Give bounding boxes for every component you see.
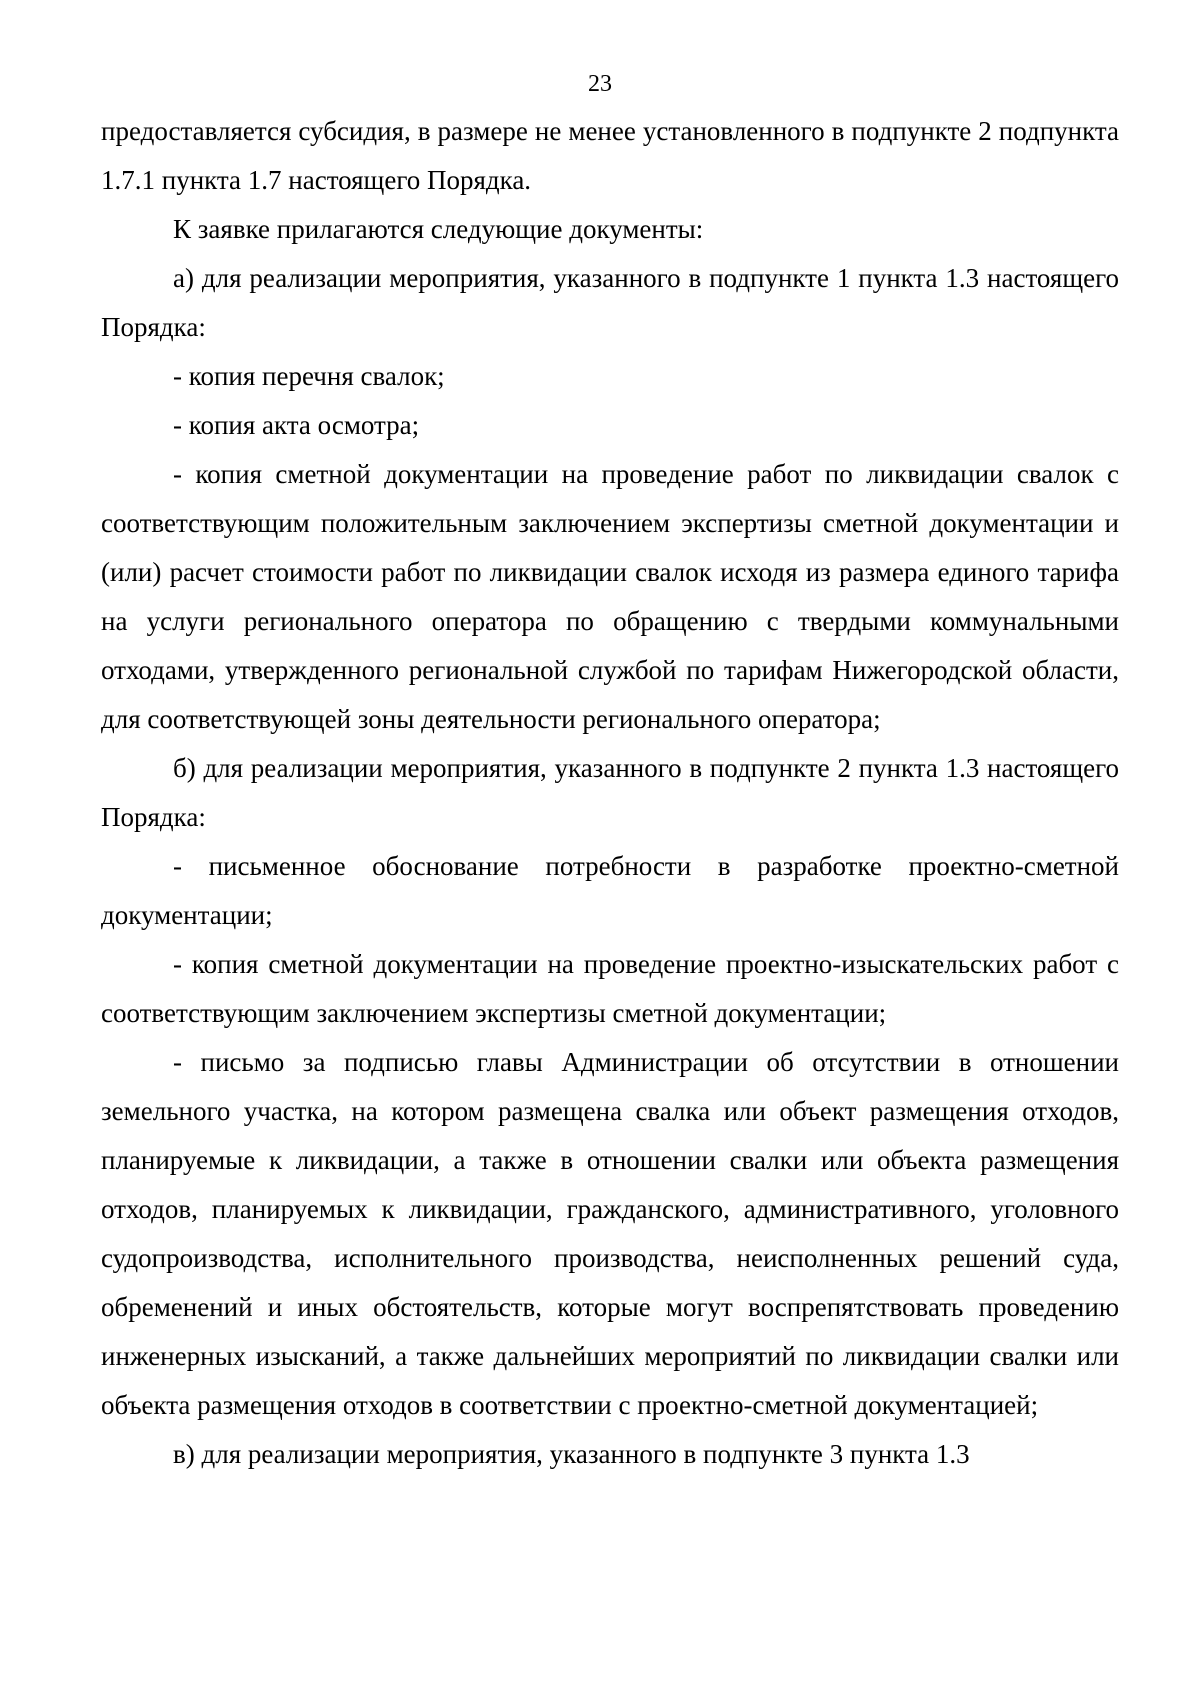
paragraph-item-a: а) для реализации мероприятия, указанного в подпункте 1 пункта 1.3 настоящего Порядка: xyxy=(101,263,1119,342)
paragraph-attached-documents: К заявке прилагаются следующие документы: xyxy=(173,214,704,244)
paragraph-administration-letter: - письмо за подписью главы Администрации об отсутствии в отношении земельного участка, на котором размещена свалка или объект размещения отходов, планируемые к ликвидации, а также в отношении свалки или объекта размещения отходов, планируемых к ликвидации, гражданского, административного, уголовного судопроизводства, исполнительного производства, неисполненных решений суда, обременений и иных обстоятельств, которые могут воспрепятствовать проведению инженерных изысканий, а также дальнейших мероприятий по ликвидации свалки или объекта размещения отходов в соответствии с проектно-сметной документацией; xyxy=(101,1047,1119,1420)
paragraph-written-justification: - письменное обоснование потребности в разработке проектно-сметной документации; xyxy=(101,851,1119,930)
paragraph-subsidy-continuation: предоставляется субсидия, в размере не менее установленного в подпункте 2 подпункта 1.7.1 пункта 1.7 настоящего Порядка. xyxy=(101,116,1119,195)
document-body xyxy=(101,107,1119,1479)
paragraph-survey-estimate-copy: - копия сметной документации на проведение проектно-изыскательских работ с соответствующим заключением экспертизы сметной документации; xyxy=(101,949,1119,1028)
page-number: 23 xyxy=(588,71,612,97)
paragraph-estimate-documentation: - копия сметной документации на проведение работ по ликвидации свалок с соответствующим положительным заключением экспертизы сметной документации и (или) расчет стоимости работ по ликвидации свалок исходя из размера единого тарифа на услуги регионального оператора по обращению с твердыми коммунальными отходами, утвержденного региональной службой по тарифам Нижегородской области, для соответствующей зоны деятельности регионального оператора; xyxy=(101,459,1119,734)
paragraph-item-b: б) для реализации мероприятия, указанного в подпункте 2 пункта 1.3 настоящего Порядка: xyxy=(101,753,1119,832)
paragraph-inspection-act-copy: - копия акта осмотра; xyxy=(173,410,420,440)
paragraph-dump-list-copy: - копия перечня свалок; xyxy=(173,361,445,391)
paragraph-item-v: в) для реализации мероприятия, указанного в подпункте 3 пункта 1.3 xyxy=(173,1439,970,1469)
